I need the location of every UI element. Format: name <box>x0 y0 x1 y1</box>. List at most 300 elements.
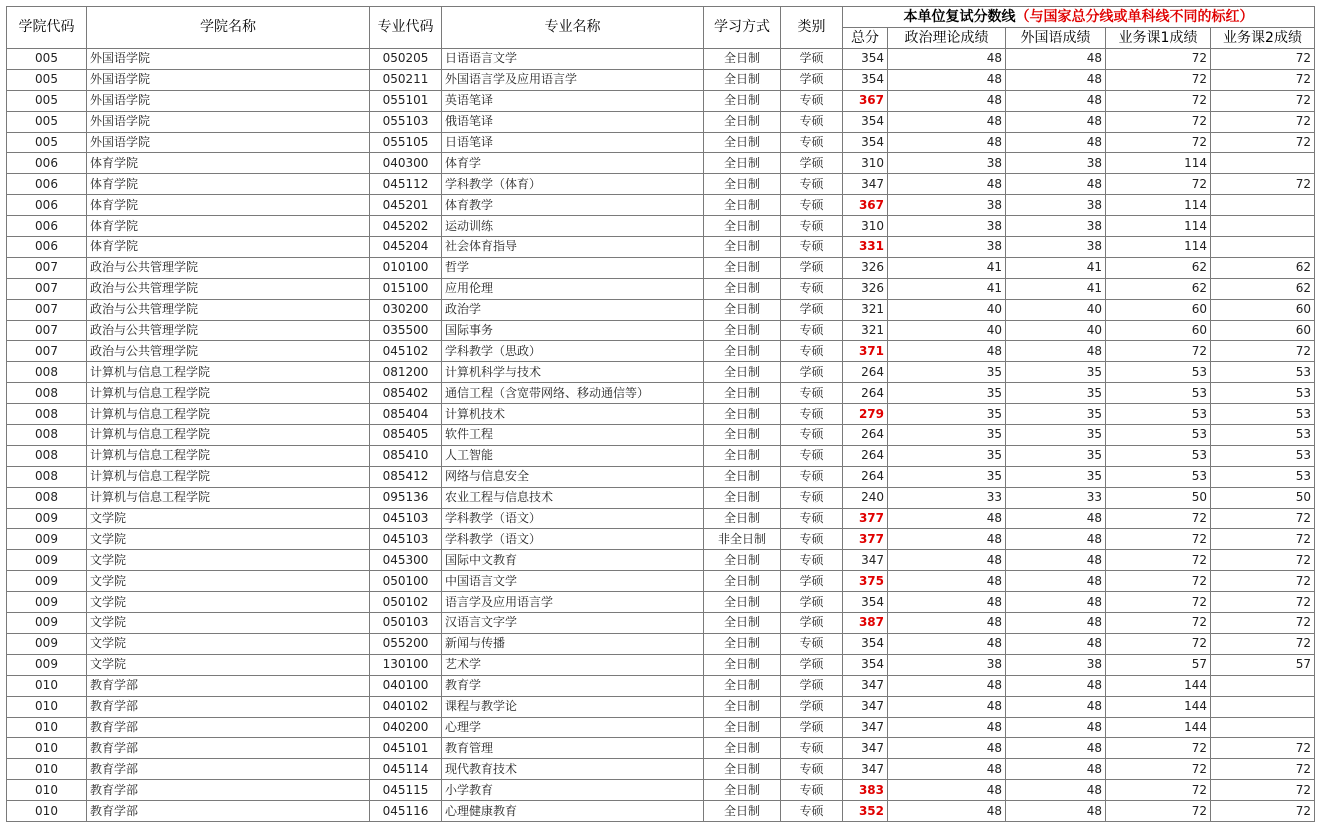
cell-total: 326 <box>843 257 888 278</box>
cell-major-name: 农业工程与信息技术 <box>442 487 704 508</box>
cell-major-code: 045101 <box>370 738 442 759</box>
cell-politics: 41 <box>888 278 1006 299</box>
cell-category: 专硕 <box>781 90 843 111</box>
cell-course1: 72 <box>1106 174 1211 195</box>
cell-college-name: 教育学部 <box>87 675 370 696</box>
cell-course1: 144 <box>1106 675 1211 696</box>
cell-total: 347 <box>843 738 888 759</box>
cell-course1: 72 <box>1106 341 1211 362</box>
cell-total: 310 <box>843 216 888 237</box>
table-row <box>7 111 1315 132</box>
header-study-mode: 学习方式 <box>704 7 781 49</box>
cell-study-mode: 全日制 <box>704 341 781 362</box>
cell-study-mode: 全日制 <box>704 613 781 634</box>
cell-course2: 72 <box>1211 341 1315 362</box>
cell-foreign: 48 <box>1006 174 1106 195</box>
cell-course2: 50 <box>1211 487 1315 508</box>
cell-study-mode: 全日制 <box>704 153 781 174</box>
cell-college-name: 政治与公共管理学院 <box>87 299 370 320</box>
table-row <box>7 529 1315 550</box>
cell-study-mode: 全日制 <box>704 717 781 738</box>
cell-major-code: 085405 <box>370 425 442 446</box>
cell-foreign: 48 <box>1006 132 1106 153</box>
cell-course1: 53 <box>1106 404 1211 425</box>
cell-major-name: 学科教学（体育） <box>442 174 704 195</box>
cell-politics: 38 <box>888 195 1006 216</box>
cell-course1: 72 <box>1106 633 1211 654</box>
cell-politics: 35 <box>888 362 1006 383</box>
cell-college-name: 政治与公共管理学院 <box>87 278 370 299</box>
cell-major-code: 055101 <box>370 90 442 111</box>
cell-study-mode: 全日制 <box>704 425 781 446</box>
cell-politics: 48 <box>888 696 1006 717</box>
cell-total: 347 <box>843 696 888 717</box>
cell-politics: 48 <box>888 111 1006 132</box>
table-row <box>7 90 1315 111</box>
cell-politics: 48 <box>888 571 1006 592</box>
cell-foreign: 48 <box>1006 780 1106 801</box>
cell-total: 354 <box>843 633 888 654</box>
cell-total: 354 <box>843 132 888 153</box>
cell-study-mode: 全日制 <box>704 633 781 654</box>
cell-politics: 48 <box>888 550 1006 571</box>
cell-politics: 48 <box>888 801 1006 822</box>
cell-category: 专硕 <box>781 174 843 195</box>
cell-major-name: 现代教育技术 <box>442 759 704 780</box>
cell-category: 专硕 <box>781 529 843 550</box>
cell-politics: 40 <box>888 299 1006 320</box>
cell-major-code: 085404 <box>370 404 442 425</box>
cell-college-code: 009 <box>7 633 87 654</box>
cell-course2 <box>1211 195 1315 216</box>
cell-college-name: 政治与公共管理学院 <box>87 257 370 278</box>
cell-course1: 72 <box>1106 529 1211 550</box>
cell-foreign: 35 <box>1006 383 1106 404</box>
cell-college-name: 计算机与信息工程学院 <box>87 487 370 508</box>
cell-major-code: 040200 <box>370 717 442 738</box>
cell-major-name: 日语笔译 <box>442 132 704 153</box>
table-row <box>7 299 1315 320</box>
cell-college-code: 008 <box>7 362 87 383</box>
cell-category: 专硕 <box>781 738 843 759</box>
cell-total: 354 <box>843 111 888 132</box>
cell-foreign: 48 <box>1006 341 1106 362</box>
cell-major-code: 050103 <box>370 613 442 634</box>
cell-major-code: 055103 <box>370 111 442 132</box>
cell-major-code: 045114 <box>370 759 442 780</box>
cell-politics: 33 <box>888 487 1006 508</box>
table-row <box>7 174 1315 195</box>
cell-major-name: 俄语笔译 <box>442 111 704 132</box>
cell-course1: 114 <box>1106 237 1211 258</box>
cell-total: 354 <box>843 592 888 613</box>
cell-college-code: 005 <box>7 111 87 132</box>
header-group-note: （与国家总分线或单科线不同的标红） <box>1015 8 1254 25</box>
cell-major-code: 040102 <box>370 696 442 717</box>
cell-total: 347 <box>843 550 888 571</box>
header-course1: 业务课1成绩 <box>1106 28 1211 49</box>
header-row-main <box>7 7 1315 28</box>
cell-category: 专硕 <box>781 111 843 132</box>
cell-total: 264 <box>843 445 888 466</box>
cell-course1: 53 <box>1106 383 1211 404</box>
cell-foreign: 48 <box>1006 69 1106 90</box>
cell-college-code: 007 <box>7 320 87 341</box>
cell-foreign: 38 <box>1006 216 1106 237</box>
cell-college-code: 009 <box>7 592 87 613</box>
cell-study-mode: 全日制 <box>704 69 781 90</box>
cell-major-name: 外国语言学及应用语言学 <box>442 69 704 90</box>
cell-category: 专硕 <box>781 487 843 508</box>
cell-category: 专硕 <box>781 633 843 654</box>
cell-politics: 48 <box>888 717 1006 738</box>
cell-major-code: 045202 <box>370 216 442 237</box>
cell-politics: 48 <box>888 759 1006 780</box>
cell-course1: 144 <box>1106 696 1211 717</box>
cell-course1: 72 <box>1106 111 1211 132</box>
cell-total: 377 <box>843 529 888 550</box>
cell-major-code: 040300 <box>370 153 442 174</box>
table-row <box>7 153 1315 174</box>
cell-course1: 114 <box>1106 216 1211 237</box>
table-row <box>7 445 1315 466</box>
cell-foreign: 48 <box>1006 571 1106 592</box>
cell-study-mode: 非全日制 <box>704 529 781 550</box>
cell-major-code: 081200 <box>370 362 442 383</box>
cell-total: 264 <box>843 425 888 446</box>
cell-college-code: 009 <box>7 654 87 675</box>
cell-college-code: 009 <box>7 613 87 634</box>
cell-study-mode: 全日制 <box>704 675 781 696</box>
cell-college-code: 007 <box>7 278 87 299</box>
cell-course2: 72 <box>1211 759 1315 780</box>
table-row <box>7 759 1315 780</box>
table-row <box>7 801 1315 822</box>
table-row <box>7 738 1315 759</box>
cell-category: 学硕 <box>781 69 843 90</box>
cell-major-code: 055105 <box>370 132 442 153</box>
cell-total: 354 <box>843 69 888 90</box>
cell-course2: 72 <box>1211 738 1315 759</box>
table-row <box>7 508 1315 529</box>
cell-study-mode: 全日制 <box>704 90 781 111</box>
cell-politics: 38 <box>888 654 1006 675</box>
cell-total: 354 <box>843 49 888 70</box>
header-category: 类别 <box>781 7 843 49</box>
cell-major-code: 040100 <box>370 675 442 696</box>
cell-total: 331 <box>843 237 888 258</box>
cell-course1: 57 <box>1106 654 1211 675</box>
cell-foreign: 35 <box>1006 445 1106 466</box>
cell-foreign: 48 <box>1006 738 1106 759</box>
cell-course2: 53 <box>1211 425 1315 446</box>
cell-course1: 53 <box>1106 445 1211 466</box>
cell-category: 学硕 <box>781 717 843 738</box>
cell-major-code: 045115 <box>370 780 442 801</box>
cell-study-mode: 全日制 <box>704 383 781 404</box>
table-row <box>7 132 1315 153</box>
cell-major-name: 艺术学 <box>442 654 704 675</box>
cell-college-name: 教育学部 <box>87 759 370 780</box>
table-row <box>7 550 1315 571</box>
cell-course1: 72 <box>1106 592 1211 613</box>
cell-study-mode: 全日制 <box>704 466 781 487</box>
cell-category: 专硕 <box>781 780 843 801</box>
cell-total: 375 <box>843 571 888 592</box>
cell-foreign: 48 <box>1006 111 1106 132</box>
cell-course1: 53 <box>1106 466 1211 487</box>
cell-major-name: 社会体育指导 <box>442 237 704 258</box>
table-row <box>7 487 1315 508</box>
cell-category: 专硕 <box>781 425 843 446</box>
table-row <box>7 383 1315 404</box>
cell-foreign: 38 <box>1006 195 1106 216</box>
cell-politics: 48 <box>888 508 1006 529</box>
cell-politics: 48 <box>888 592 1006 613</box>
cell-politics: 48 <box>888 613 1006 634</box>
cell-college-name: 文学院 <box>87 592 370 613</box>
cell-study-mode: 全日制 <box>704 278 781 299</box>
table-row <box>7 717 1315 738</box>
cell-course2: 53 <box>1211 404 1315 425</box>
cell-category: 专硕 <box>781 237 843 258</box>
cell-major-code: 055200 <box>370 633 442 654</box>
cell-college-name: 体育学院 <box>87 153 370 174</box>
cell-category: 专硕 <box>781 550 843 571</box>
cell-category: 学硕 <box>781 153 843 174</box>
cell-total: 383 <box>843 780 888 801</box>
table-row <box>7 362 1315 383</box>
cell-major-name: 新闻与传播 <box>442 633 704 654</box>
cell-course2: 72 <box>1211 90 1315 111</box>
cell-course2: 62 <box>1211 257 1315 278</box>
table-row <box>7 404 1315 425</box>
cell-foreign: 48 <box>1006 759 1106 780</box>
cell-college-code: 007 <box>7 299 87 320</box>
cell-college-code: 008 <box>7 445 87 466</box>
cell-course2: 72 <box>1211 69 1315 90</box>
table-row <box>7 320 1315 341</box>
cell-college-name: 体育学院 <box>87 174 370 195</box>
cell-college-code: 010 <box>7 801 87 822</box>
cell-foreign: 35 <box>1006 466 1106 487</box>
cell-politics: 48 <box>888 69 1006 90</box>
cell-major-code: 010100 <box>370 257 442 278</box>
cell-college-name: 体育学院 <box>87 195 370 216</box>
cell-study-mode: 全日制 <box>704 132 781 153</box>
cell-total: 371 <box>843 341 888 362</box>
cell-course1: 72 <box>1106 738 1211 759</box>
cell-course2 <box>1211 216 1315 237</box>
table-row <box>7 237 1315 258</box>
cell-total: 326 <box>843 278 888 299</box>
cell-major-code: 045103 <box>370 529 442 550</box>
cell-course1: 72 <box>1106 801 1211 822</box>
table-row <box>7 633 1315 654</box>
cell-major-name: 课程与教学论 <box>442 696 704 717</box>
cell-total: 264 <box>843 383 888 404</box>
cell-major-name: 英语笔译 <box>442 90 704 111</box>
cell-study-mode: 全日制 <box>704 738 781 759</box>
cell-category: 专硕 <box>781 278 843 299</box>
cell-category: 专硕 <box>781 508 843 529</box>
cell-total: 310 <box>843 153 888 174</box>
cell-college-name: 教育学部 <box>87 717 370 738</box>
cell-major-name: 计算机技术 <box>442 404 704 425</box>
cell-college-name: 文学院 <box>87 613 370 634</box>
cell-total: 367 <box>843 90 888 111</box>
table-row <box>7 49 1315 70</box>
cell-study-mode: 全日制 <box>704 696 781 717</box>
cell-course2: 72 <box>1211 633 1315 654</box>
cell-foreign: 48 <box>1006 508 1106 529</box>
cell-category: 学硕 <box>781 654 843 675</box>
cell-course1: 72 <box>1106 780 1211 801</box>
cell-politics: 48 <box>888 780 1006 801</box>
cell-major-code: 050100 <box>370 571 442 592</box>
cell-major-code: 085402 <box>370 383 442 404</box>
cell-major-code: 045204 <box>370 237 442 258</box>
cell-college-code: 008 <box>7 383 87 404</box>
cell-study-mode: 全日制 <box>704 654 781 675</box>
cell-major-name: 计算机科学与技术 <box>442 362 704 383</box>
cell-category: 专硕 <box>781 404 843 425</box>
cell-course2 <box>1211 237 1315 258</box>
cell-college-code: 008 <box>7 404 87 425</box>
cell-course2: 72 <box>1211 529 1315 550</box>
cell-major-name: 应用伦理 <box>442 278 704 299</box>
cell-course2: 72 <box>1211 780 1315 801</box>
cell-total: 279 <box>843 404 888 425</box>
header-college-name: 学院名称 <box>87 7 370 49</box>
cell-category: 学硕 <box>781 299 843 320</box>
table-row <box>7 257 1315 278</box>
cell-college-code: 010 <box>7 675 87 696</box>
cell-course1: 114 <box>1106 195 1211 216</box>
cell-college-name: 教育学部 <box>87 801 370 822</box>
cell-course1: 62 <box>1106 278 1211 299</box>
table-row <box>7 613 1315 634</box>
cell-total: 321 <box>843 320 888 341</box>
cell-category: 专硕 <box>781 759 843 780</box>
header-foreign: 外国语成绩 <box>1006 28 1106 49</box>
cell-study-mode: 全日制 <box>704 320 781 341</box>
cell-college-code: 008 <box>7 487 87 508</box>
cell-course1: 50 <box>1106 487 1211 508</box>
cell-major-name: 教育管理 <box>442 738 704 759</box>
cell-college-name: 文学院 <box>87 633 370 654</box>
cell-major-code: 095136 <box>370 487 442 508</box>
cell-study-mode: 全日制 <box>704 780 781 801</box>
cell-course2: 53 <box>1211 362 1315 383</box>
header-total: 总分 <box>843 28 888 49</box>
cell-total: 240 <box>843 487 888 508</box>
cell-course1: 53 <box>1106 425 1211 446</box>
cell-politics: 48 <box>888 174 1006 195</box>
table-row <box>7 216 1315 237</box>
cell-course1: 144 <box>1106 717 1211 738</box>
cell-major-name: 网络与信息安全 <box>442 466 704 487</box>
cell-course2: 72 <box>1211 174 1315 195</box>
cell-course1: 72 <box>1106 508 1211 529</box>
cell-foreign: 48 <box>1006 801 1106 822</box>
cell-college-name: 教育学部 <box>87 696 370 717</box>
cell-major-name: 学科教学（语文） <box>442 508 704 529</box>
cell-major-name: 软件工程 <box>442 425 704 446</box>
cell-politics: 35 <box>888 425 1006 446</box>
cell-course1: 62 <box>1106 257 1211 278</box>
cell-foreign: 48 <box>1006 696 1106 717</box>
cell-major-name: 通信工程（含宽带网络、移动通信等） <box>442 383 704 404</box>
table-row <box>7 592 1315 613</box>
cell-college-code: 008 <box>7 466 87 487</box>
table-row <box>7 571 1315 592</box>
cell-college-name: 外国语学院 <box>87 111 370 132</box>
cell-course1: 72 <box>1106 550 1211 571</box>
header-college-code: 学院代码 <box>7 7 87 49</box>
cell-college-code: 007 <box>7 341 87 362</box>
cell-course1: 72 <box>1106 49 1211 70</box>
cell-study-mode: 全日制 <box>704 111 781 132</box>
table-row <box>7 278 1315 299</box>
cell-college-code: 009 <box>7 550 87 571</box>
cell-study-mode: 全日制 <box>704 801 781 822</box>
cell-foreign: 48 <box>1006 529 1106 550</box>
cell-total: 347 <box>843 174 888 195</box>
cell-major-name: 人工智能 <box>442 445 704 466</box>
cell-politics: 35 <box>888 383 1006 404</box>
cell-course1: 53 <box>1106 362 1211 383</box>
cell-college-name: 体育学院 <box>87 237 370 258</box>
cell-major-code: 085412 <box>370 466 442 487</box>
cell-college-name: 计算机与信息工程学院 <box>87 466 370 487</box>
cell-major-name: 心理学 <box>442 717 704 738</box>
cell-course2: 60 <box>1211 299 1315 320</box>
table-row <box>7 654 1315 675</box>
cell-foreign: 40 <box>1006 320 1106 341</box>
cell-college-code: 006 <box>7 195 87 216</box>
cell-college-code: 006 <box>7 153 87 174</box>
cell-course2: 53 <box>1211 383 1315 404</box>
cell-college-name: 政治与公共管理学院 <box>87 341 370 362</box>
table-body <box>7 49 1315 822</box>
cell-major-name: 体育学 <box>442 153 704 174</box>
cell-foreign: 41 <box>1006 257 1106 278</box>
cell-foreign: 48 <box>1006 550 1106 571</box>
cell-college-code: 009 <box>7 508 87 529</box>
cell-politics: 35 <box>888 466 1006 487</box>
cell-total: 347 <box>843 717 888 738</box>
cell-course2: 72 <box>1211 111 1315 132</box>
cell-foreign: 33 <box>1006 487 1106 508</box>
cell-college-code: 006 <box>7 237 87 258</box>
cell-college-name: 政治与公共管理学院 <box>87 320 370 341</box>
cell-foreign: 48 <box>1006 613 1106 634</box>
cell-study-mode: 全日制 <box>704 195 781 216</box>
cell-course2: 72 <box>1211 550 1315 571</box>
score-sheet <box>6 6 1315 822</box>
cell-course2 <box>1211 675 1315 696</box>
cell-college-name: 计算机与信息工程学院 <box>87 362 370 383</box>
cell-major-name: 学科教学（语文） <box>442 529 704 550</box>
cell-course2: 72 <box>1211 508 1315 529</box>
cell-study-mode: 全日制 <box>704 174 781 195</box>
cell-college-name: 教育学部 <box>87 780 370 801</box>
table-row <box>7 341 1315 362</box>
cell-study-mode: 全日制 <box>704 445 781 466</box>
cell-major-code: 045201 <box>370 195 442 216</box>
cell-course1: 72 <box>1106 613 1211 634</box>
